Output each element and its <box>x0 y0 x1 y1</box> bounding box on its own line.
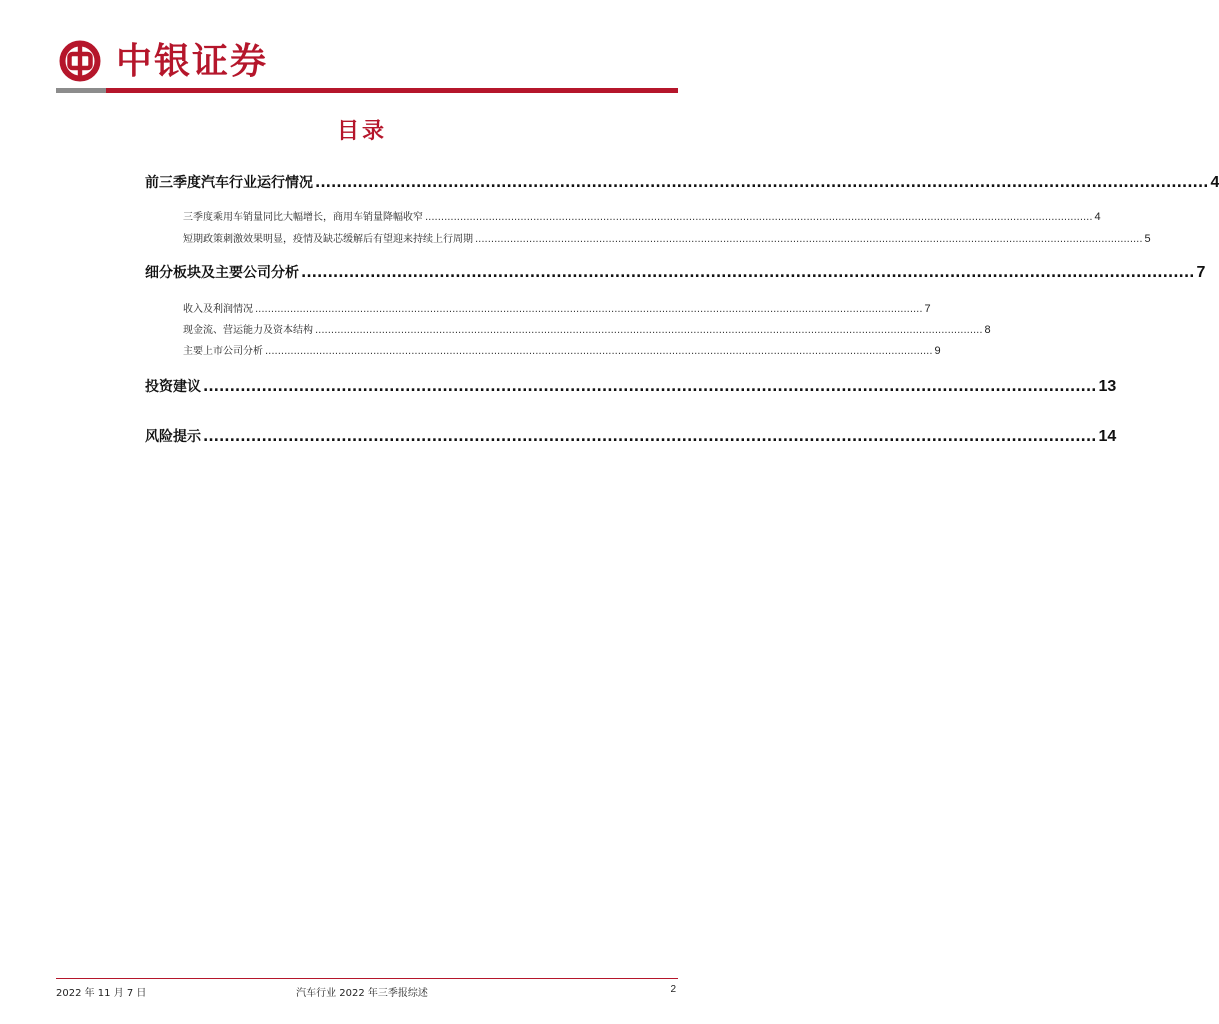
toc-entry-page: 7 <box>1196 264 1206 281</box>
toc-entry-page: 5 <box>1144 233 1151 245</box>
toc-entry-label: 前三季度汽车行业运行情况 <box>145 175 313 191</box>
toc-leader-dots: .................................................................................................................................................................................................................. <box>255 304 923 315</box>
toc-entry-label: 三季度乘用车销量同比大幅增长，商用车销量降幅收窄 <box>183 212 423 223</box>
brand-name: 中银证券 <box>116 41 269 82</box>
toc-entry-label: 现金流、营运能力及资本结构 <box>183 325 313 336</box>
toc-entry-page: 4 <box>1094 211 1101 223</box>
toc-entry-label: 主要上市公司分析 <box>183 346 263 357</box>
footer-date: 2022 年 11 月 7 日 <box>56 988 147 999</box>
toc-entry[interactable] <box>145 376 1117 396</box>
header-rule-grey <box>56 88 106 93</box>
header-rule-red <box>106 88 678 93</box>
toc-leader-dots: ........................................................................................................................................................................ <box>315 175 1209 191</box>
toc-entry[interactable] <box>183 321 991 336</box>
footer-report-name: 汽车行业 2022 年三季报综述 <box>296 988 428 999</box>
toc-entry-page: 7 <box>924 303 931 315</box>
toc-entry-label: 投资建议 <box>145 379 201 395</box>
toc-entry[interactable] <box>145 426 1117 446</box>
toc-entry[interactable] <box>145 172 1219 192</box>
toc-entry[interactable] <box>183 342 941 357</box>
toc-entry-page: 9 <box>934 345 941 357</box>
toc-leader-dots: ........................................................................................................................................................................ <box>203 429 1097 445</box>
toc-entry-page: 14 <box>1098 428 1117 445</box>
page-header <box>56 36 678 96</box>
footer-rule <box>56 978 678 979</box>
toc-entry[interactable] <box>145 262 1206 282</box>
toc-entry[interactable] <box>183 300 931 315</box>
toc-entry-page: 4 <box>1210 174 1219 191</box>
toc-entry-label: 短期政策刺激效果明显，疫情及缺芯缓解后有望迎来持续上行周期 <box>183 234 473 245</box>
toc-entry-label: 风险提示 <box>145 429 201 445</box>
footer-page-number: 2 <box>670 984 676 995</box>
toc-entry[interactable] <box>183 208 1101 223</box>
toc-leader-dots: ........................................................................................................................................................................ <box>301 265 1195 281</box>
toc-entry-page: 8 <box>984 324 991 336</box>
toc-leader-dots: .................................................................................................................................................................................................................. <box>475 234 1143 245</box>
toc-entry[interactable] <box>183 230 1151 245</box>
toc-entry-label: 收入及利润情况 <box>183 304 253 315</box>
toc-leader-dots: .................................................................................................................................................................................................................. <box>265 346 933 357</box>
toc-title: 目录 <box>336 119 387 144</box>
toc-leader-dots: .................................................................................................................................................................................................................. <box>315 325 983 336</box>
bank-of-china-logo-icon <box>59 40 101 82</box>
toc-leader-dots: ........................................................................................................................................................................ <box>203 379 1097 395</box>
toc-leader-dots: .................................................................................................................................................................................................................. <box>425 212 1093 223</box>
toc-entry-page: 13 <box>1098 378 1117 395</box>
toc-entry-label: 细分板块及主要公司分析 <box>145 265 299 281</box>
